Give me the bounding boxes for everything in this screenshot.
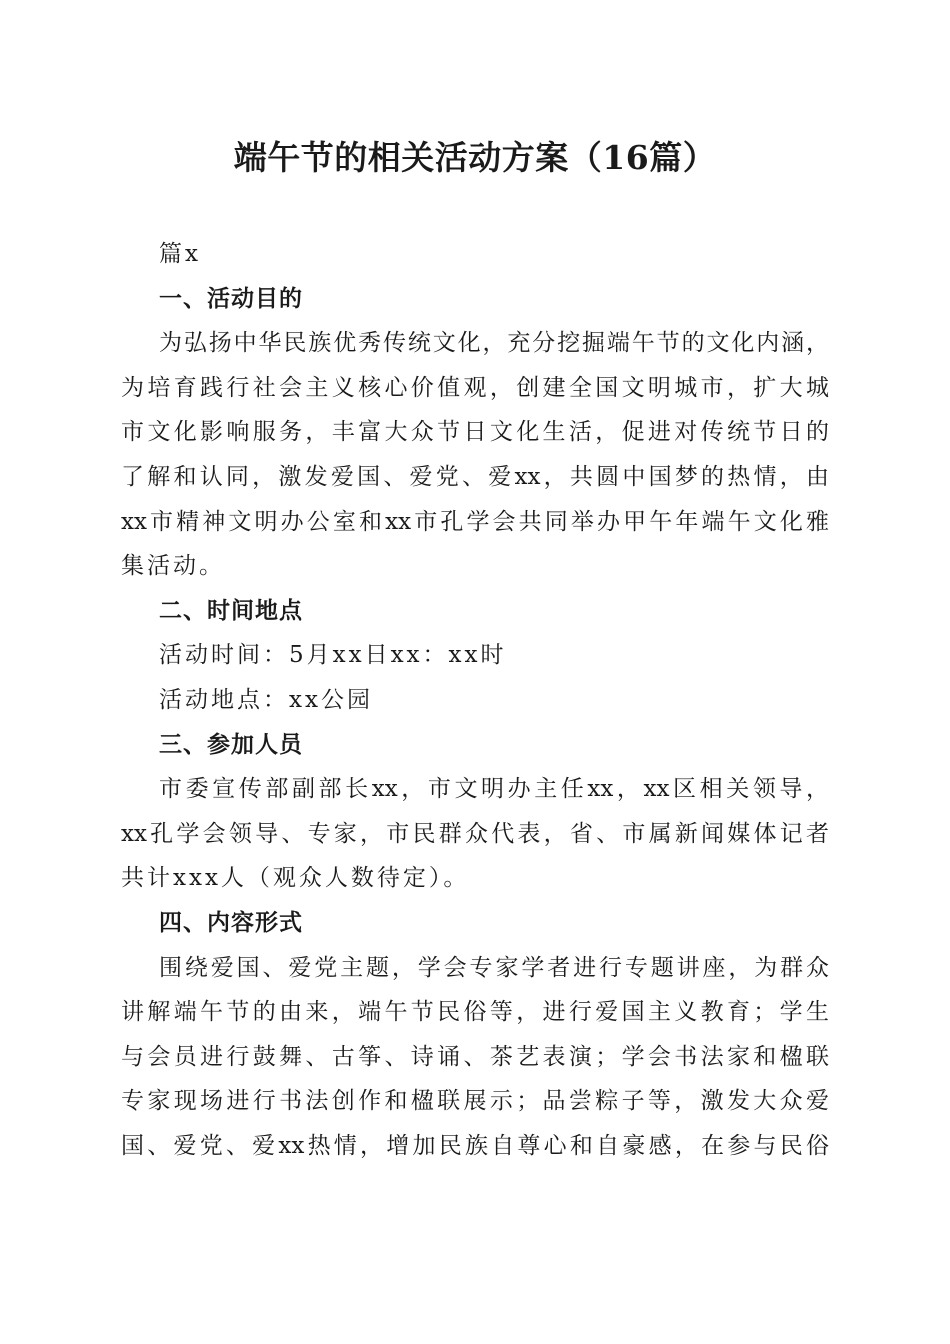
paragraph-line: 市文化影响服务，丰富大众节日文化生活，促进对传统节日的 bbox=[121, 419, 829, 446]
paragraph-line: 与会员进行鼓舞、古筝、诗诵、茶艺表演；学会书法家和楹联 bbox=[121, 1043, 829, 1070]
paragraph-line: xx市精神文明办公室和xx市孔学会共同举办甲午年端午文化雅 bbox=[121, 508, 829, 535]
paragraph-line: 共计xxx人（观众人数待定）。 bbox=[121, 865, 470, 892]
activity-time: 活动时间：5月xx日xx：xx时 bbox=[159, 642, 507, 669]
paragraph-line: 讲解端午节的由来，端午节民俗等，进行爱国主义教育；学生 bbox=[121, 999, 829, 1026]
paragraph-line: 围绕爱国、爱党主题，学会专家学者进行专题讲座，为群众 bbox=[159, 954, 829, 981]
paragraph-line: 为弘扬中华民族优秀传统文化，充分挖掘端午节的文化内涵， bbox=[159, 330, 829, 357]
paragraph-line: 市委宣传部副部长xx，市文明办主任xx，xx区相关领导， bbox=[159, 776, 829, 803]
paragraph-line: 国、爱党、爱xx热情，增加民族自尊心和自豪感，在参与民俗 bbox=[121, 1132, 829, 1159]
paragraph-line: 专家现场进行书法创作和楹联展示；品尝粽子等，激发大众爱 bbox=[121, 1088, 829, 1115]
paragraph-line: 了解和认同，激发爱国、爱党、爱xx，共圆中国梦的热情，由 bbox=[121, 463, 829, 490]
paragraph-line: 集活动。 bbox=[121, 553, 225, 580]
document-body bbox=[121, 232, 829, 1168]
paragraph-line: xx孔学会领导、专家，市民群众代表，省、市属新闻媒体记者 bbox=[121, 820, 829, 847]
section-heading-content-form: 四、内容形式 bbox=[159, 909, 303, 936]
chapter-label: 篇x bbox=[159, 241, 201, 267]
section-heading-purpose: 一、活动目的 bbox=[159, 285, 303, 312]
section-heading-time-place: 二、时间地点 bbox=[159, 597, 303, 624]
activity-place: 活动地点：xx公园 bbox=[159, 686, 373, 713]
document-title: 端午节的相关活动方案（16篇） bbox=[233, 138, 717, 177]
paragraph-line: 为培育践行社会主义核心价值观，创建全国文明城市，扩大城 bbox=[121, 374, 829, 401]
section-heading-participants: 三、参加人员 bbox=[159, 731, 303, 758]
